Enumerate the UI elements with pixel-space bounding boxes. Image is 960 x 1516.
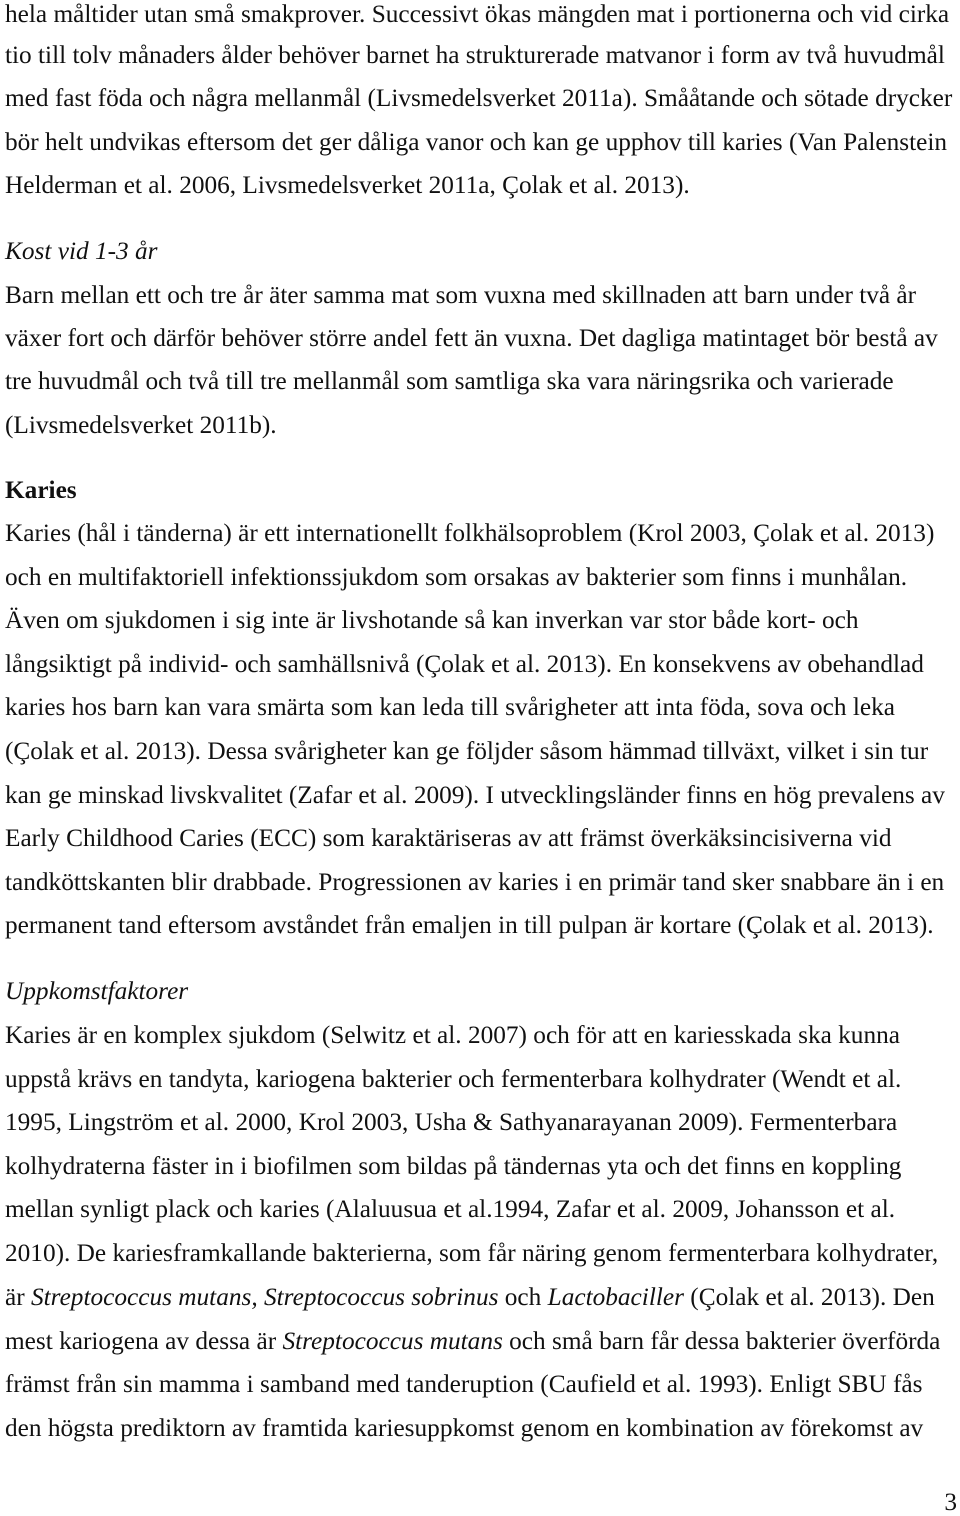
text-line: Helderman et al. 2006, Livsmedelsverket 2011a, Çolak et al. 2013). (5, 171, 690, 199)
text-line: karies hos barn kan vara smärta som kan leda till svårigheter att inta föda, sova och leka (5, 693, 895, 721)
text-segment: mest kariogena av dessa är (5, 1327, 283, 1355)
text-line: (Livsmedelsverket 2011b). (5, 411, 277, 439)
text-line: tandköttskanten blir drabbade. Progressionen av karies i en primär tand sker snabbare än i en (5, 868, 945, 896)
text-line: hela måltider utan små smakprover. Successivt ökas mängden mat i portionerna och vid cirka (5, 0, 950, 28)
text-line: Karies är en komplex sjukdom (Selwitz et al. 2007) och för att en kariesskada ska kunna (5, 1021, 900, 1049)
text-line: (Çolak et al. 2013). Dessa svårigheter kan ge följder såsom hämmad tillväxt, vilket i sin tur (5, 737, 929, 765)
species-name: Lactobaciller (547, 1283, 684, 1311)
text-segment: är (5, 1283, 31, 1311)
text-line: tre huvudmål och två till tre mellanmål som samtliga ska vara näringsrika och varierade (5, 367, 894, 395)
page-number: 3 (944, 1488, 957, 1516)
section-heading-uppkomstfaktorer: Uppkomstfaktorer (5, 977, 189, 1005)
text-line: främst från sin mamma i samband med tanderuption (Caufield et al. 1993). Enligt SBU fås (5, 1370, 923, 1398)
text-line: mellan synligt plack och karies (Alaluusua et al.1994, Zafar et al. 2009, Johansson et al. (5, 1195, 896, 1223)
text-segment: och små barn får dessa bakterier överförda (502, 1327, 941, 1355)
text-line (5, 1327, 940, 1355)
species-name: Streptococcus mutans, Streptococcus sobrinus (30, 1283, 499, 1311)
text-segment: (Çolak et al. 2013). Den (683, 1283, 935, 1311)
section-heading-karies: Karies (5, 476, 77, 504)
text-line (5, 1283, 935, 1311)
text-line: Även om sjukdomen i sig inte är livshotande så kan inverkan var stor både kort- och (5, 606, 859, 634)
text-line: kolhydraterna fäster in i biofilmen som bildas på tändernas yta och det finns en koppling (5, 1152, 902, 1180)
text-line: växer fort och därför behöver större andel fett än vuxna. Det dagliga matintaget bör bestå av (5, 324, 938, 352)
text-line: Karies (hål i tänderna) är ett internationellt folkhälsoproblem (Krol 2003, Çolak et al. 2013) (5, 519, 935, 547)
text-line: med fast föda och några mellanmål (Livsmedelsverket 2011a). Smååtande och sötade drycker (5, 84, 953, 112)
text-line: permanent tand eftersom avståndet från emaljen in till pulpan är kortare (Çolak et al. 2013). (5, 911, 934, 939)
text-line: 1995, Lingström et al. 2000, Krol 2003, Usha & Sathyanarayanan 2009). Fermenterbara (5, 1108, 898, 1136)
text-line: uppstå krävs en tandyta, kariogena bakterier och fermenterbara kolhydrater (Wendt et al. (5, 1065, 902, 1093)
text-line: den högsta prediktorn av framtida kariesuppkomst genom en kombination av förekomst av (5, 1414, 924, 1442)
section-heading-kost: Kost vid 1-3 år (5, 237, 158, 265)
text-line: kan ge minskad livskvalitet (Zafar et al. 2009). I utvecklingsländer finns en hög prevalens av (5, 781, 945, 809)
text-line: Early Childhood Caries (ECC) som karaktäriseras av att främst överkäksincisiverna vid (5, 824, 892, 852)
text-line: 2010). De kariesframkallande bakterierna, som får näring genom fermenterbara kolhydrater, (5, 1239, 939, 1267)
text-line: långsiktigt på individ- och samhällsnivå (Çolak et al. 2013). En konsekvens av obehandlad (5, 650, 924, 678)
species-name: Streptococcus mutans (282, 1327, 503, 1355)
text-line: bör helt undvikas eftersom det ger dåliga vanor och kan ge upphov till karies (Van Palenstein (5, 128, 948, 156)
text-segment: och (498, 1283, 548, 1311)
text-line: tio till tolv månaders ålder behöver barnet ha strukturerade matvanor i form av två huvudmål (5, 41, 945, 69)
text-line: och en multifaktoriell infektionssjukdom som orsakas av bakterier som finns i munhålan. (5, 563, 908, 591)
text-line: Barn mellan ett och tre år äter samma mat som vuxna med skillnaden att barn under två år (5, 281, 917, 309)
